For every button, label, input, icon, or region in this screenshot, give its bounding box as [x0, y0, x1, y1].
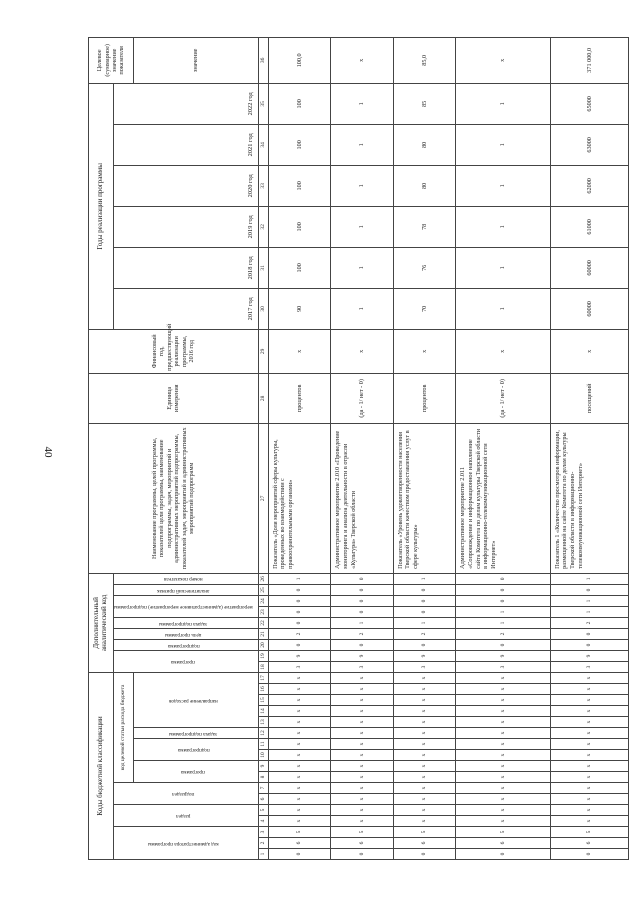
code-cell: x	[393, 739, 455, 750]
an-program-header: программа	[114, 650, 259, 672]
code-cell: x	[331, 772, 393, 783]
year-value-cell: 78	[393, 206, 455, 247]
code-cell: 5	[456, 827, 551, 838]
year-value-cell: 85	[393, 83, 455, 124]
code-cell: 5	[550, 827, 629, 838]
column-number-cell: 16	[258, 684, 268, 695]
code-cell: x	[456, 672, 551, 683]
fin-year-cell: x	[331, 329, 393, 373]
year-value-cell: 1	[331, 124, 393, 165]
section-header: раздел	[114, 805, 259, 827]
document-sheet	[88, 44, 593, 860]
year-2017-header: 2017 год	[114, 288, 259, 329]
column-number-cell: 17	[258, 672, 268, 683]
code-cell: 0	[393, 606, 455, 617]
indicator-name-cell: Административное мероприятие 2.011 «Сопровождение и информационное наполнение сайта Комитета по делам культуры Тверской области в информационно-телекоммуникационной сети Интернет»	[456, 423, 551, 573]
column-number-cell: 23	[258, 606, 268, 617]
year-value-cell: 90	[268, 288, 330, 329]
column-number-cell: 35	[258, 83, 268, 124]
code-cell: 0	[331, 606, 393, 617]
code-cell: 6	[393, 838, 455, 849]
unit-cell: посещений	[550, 373, 629, 423]
code-cell: x	[331, 761, 393, 772]
code-cell: 9	[550, 650, 629, 661]
year-value-cell: 1	[456, 124, 551, 165]
code-cell: 0	[393, 639, 455, 650]
code-cell: x	[550, 772, 629, 783]
code-cell: x	[456, 739, 551, 750]
code-cell: 3	[268, 661, 330, 672]
code-cell: 3	[331, 661, 393, 672]
year-value-cell: 63000	[550, 124, 629, 165]
code-cell: 1	[550, 573, 629, 584]
year-2020-header: 2020 год	[114, 165, 259, 206]
code-cell: x	[393, 761, 455, 772]
column-number-cell: 26	[258, 573, 268, 584]
code-cell: 0	[331, 849, 393, 860]
code-cell: 0	[268, 617, 330, 628]
code-cell: x	[550, 750, 629, 761]
code-cell: x	[550, 783, 629, 794]
code-cell: x	[268, 783, 330, 794]
code-cell: x	[393, 728, 455, 739]
code-cell: 5	[393, 827, 455, 838]
year-value-cell: 100	[268, 124, 330, 165]
code-cell: 9	[456, 650, 551, 661]
code-cell: 0	[331, 595, 393, 606]
code-cell: 0	[331, 639, 393, 650]
table-row	[550, 37, 629, 859]
unit-cell: процентов	[268, 373, 330, 423]
column-number-cell: 6	[258, 794, 268, 805]
column-number-cell: 27	[258, 423, 268, 573]
code-cell: 0	[268, 606, 330, 617]
year-2021-header: 2021 год	[114, 124, 259, 165]
year-value-cell: 100	[268, 206, 330, 247]
year-value-cell: 1	[331, 288, 393, 329]
year-value-cell: 1	[331, 83, 393, 124]
year-2022-header: 2022 год	[114, 83, 259, 124]
table-row	[268, 37, 330, 859]
code-cell: 2	[456, 628, 551, 639]
code-cell: x	[456, 794, 551, 805]
code-cell: x	[456, 805, 551, 816]
fin-year-cell: x	[268, 329, 330, 373]
column-number-cell: 1	[258, 849, 268, 860]
column-number-cell: 12	[258, 728, 268, 739]
indicator-name-cell: Показатель 1 «Количество просмотров информации, размещенной на сайте Комитета по делам культуры Тверской области в информационно-телекоммуникационной сети Интернет»	[550, 423, 629, 573]
code-cell: x	[393, 717, 455, 728]
year-value-cell: 60000	[550, 288, 629, 329]
code-cell: 6	[268, 838, 330, 849]
year-value-cell: 60000	[550, 247, 629, 288]
name-column-header: Наименование программы, целей программы, показателей цели программы, наименование подпрограммы, задач, мероприятий и административных мероприятий подпрограммы, показателей задач, мероприятий и административных мероприятий подпрограмм	[89, 423, 259, 573]
column-number-cell: 15	[258, 695, 268, 706]
code-cell: x	[268, 684, 330, 695]
code-cell: x	[331, 783, 393, 794]
column-number-cell: 19	[258, 650, 268, 661]
code-cell: 0	[268, 595, 330, 606]
column-number-cell: 32	[258, 206, 268, 247]
code-cell: 9	[331, 650, 393, 661]
an-subprogram-header: подпрограмма	[114, 639, 259, 650]
code-cell: x	[393, 684, 455, 695]
code-cell: x	[393, 783, 455, 794]
program-indicators-table	[88, 37, 629, 860]
code-cell: x	[456, 783, 551, 794]
code-cell: 6	[331, 838, 393, 849]
code-cell: 0	[456, 573, 551, 584]
column-number-cell: 33	[258, 165, 268, 206]
code-cell: 0	[550, 584, 629, 595]
target-sub-header: значение	[133, 37, 258, 83]
analytic-code-header: Дополнительный аналитический код	[89, 573, 114, 672]
code-cell: x	[268, 816, 330, 827]
year-value-cell: 80	[393, 165, 455, 206]
code-cell: 0	[456, 849, 551, 860]
code-cell: x	[331, 794, 393, 805]
code-cell: 0	[331, 573, 393, 584]
code-cell: 0	[393, 584, 455, 595]
code-cell: 1	[331, 617, 393, 628]
code-cell: x	[550, 672, 629, 683]
year-value-cell: 1	[331, 247, 393, 288]
table-row	[393, 37, 455, 859]
column-number-cell: 18	[258, 661, 268, 672]
fin-year-cell: x	[456, 329, 551, 373]
column-number-cell: 30	[258, 288, 268, 329]
code-cell: x	[456, 695, 551, 706]
code-cell: x	[331, 695, 393, 706]
column-number-cell: 36	[258, 37, 268, 83]
code-cell: 9	[393, 650, 455, 661]
code-cell: x	[456, 816, 551, 827]
column-number-cell: 21	[258, 628, 268, 639]
code-cell: 1	[550, 606, 629, 617]
code-cell: 0	[331, 584, 393, 595]
year-2018-header: 2018 год	[114, 247, 259, 288]
code-cell: x	[393, 672, 455, 683]
code-cell: 0	[393, 849, 455, 860]
task-subprogram-header: задача подпрограммы	[133, 728, 258, 739]
code-cell: 3	[456, 661, 551, 672]
subprogram-code-header: подпрограмма	[133, 739, 258, 761]
column-number-row	[258, 37, 268, 859]
code-cell: 1	[268, 573, 330, 584]
code-cell: 6	[456, 838, 551, 849]
code-cell: 1	[456, 617, 551, 628]
an-task-header: задача подпрограммы	[114, 617, 259, 628]
column-number-cell: 28	[258, 373, 268, 423]
code-cell: x	[550, 717, 629, 728]
year-2019-header: 2019 год	[114, 206, 259, 247]
year-value-cell: 65000	[550, 83, 629, 124]
fin-year-cell: x	[393, 329, 455, 373]
target-value-cell: 100,0	[268, 37, 330, 83]
target-value-header: Целевое (суммарное) значение показателя	[89, 37, 134, 83]
code-cell: x	[393, 794, 455, 805]
code-cell: x	[550, 739, 629, 750]
code-cell: x	[331, 672, 393, 683]
code-cell: x	[393, 706, 455, 717]
year-value-cell: 1	[456, 83, 551, 124]
code-cell: 0	[456, 639, 551, 650]
code-cell: 2	[550, 617, 629, 628]
code-cell: x	[550, 816, 629, 827]
code-cell: 5	[331, 827, 393, 838]
an-goal-header: цель программы	[114, 628, 259, 639]
rotated-table-wrapper	[88, 44, 593, 860]
column-number-cell: 4	[258, 816, 268, 827]
page-number: 40	[42, 446, 54, 458]
code-cell: x	[268, 695, 330, 706]
indicator-name-cell: Административное мероприятие 2.010 «Проведение мониторинга и анализа деятельности в отрасли «Культура» Тверской области	[331, 423, 393, 573]
year-value-cell: 1	[331, 206, 393, 247]
code-cell: x	[550, 794, 629, 805]
code-cell: x	[268, 761, 330, 772]
target-value-cell: 85,0	[393, 37, 455, 83]
year-value-cell: 62000	[550, 165, 629, 206]
code-cell: 9	[268, 650, 330, 661]
indicator-name-cell: Показатель «Уровень удовлетворенности населения Тверской области качеством предоставления услуг в сфере культуры»	[393, 423, 455, 573]
year-value-cell: 1	[456, 206, 551, 247]
column-number-cell: 11	[258, 739, 268, 750]
code-cell: x	[456, 750, 551, 761]
code-cell: x	[393, 772, 455, 783]
table-row	[456, 37, 551, 859]
code-cell: 2	[393, 628, 455, 639]
code-cell: 5	[268, 827, 330, 838]
code-cell: x	[331, 706, 393, 717]
program-years-header: Годы реализации программы	[89, 83, 114, 329]
code-cell: x	[456, 706, 551, 717]
code-cell: 0	[550, 639, 629, 650]
code-cell: x	[550, 805, 629, 816]
target-value-cell: x	[456, 37, 551, 83]
admin-code-header: код администратора программы	[114, 827, 259, 860]
code-cell: 0	[268, 584, 330, 595]
code-cell: 2	[268, 628, 330, 639]
code-cell: 0	[456, 595, 551, 606]
year-value-cell: 70	[393, 288, 455, 329]
code-cell: x	[331, 684, 393, 695]
target-value-cell: 371 000,0	[550, 37, 629, 83]
year-value-cell: 100	[268, 165, 330, 206]
an-feature-header: аналитический признак	[114, 584, 259, 595]
target-article-header: код целевой статьи расхода бюджета	[114, 672, 134, 782]
code-cell: x	[550, 695, 629, 706]
column-number-cell: 24	[258, 595, 268, 606]
column-number-cell: 3	[258, 827, 268, 838]
year-value-cell: 61000	[550, 206, 629, 247]
code-cell: 3	[393, 661, 455, 672]
code-cell: x	[456, 684, 551, 695]
code-cell: x	[393, 750, 455, 761]
year-value-cell: 100	[268, 83, 330, 124]
year-value-cell: 76	[393, 247, 455, 288]
an-measure-header: мероприятие (административное мероприятие) подпрограммы	[114, 595, 259, 617]
column-number-cell: 14	[258, 706, 268, 717]
unit-cell: (да - 1/ нет - 0)	[456, 373, 551, 423]
code-cell: x	[456, 728, 551, 739]
code-cell: 0	[268, 639, 330, 650]
column-number-cell: 9	[258, 761, 268, 772]
code-cell: 0	[550, 628, 629, 639]
year-value-cell: 1	[456, 247, 551, 288]
column-number-cell: 31	[258, 247, 268, 288]
code-cell: x	[550, 684, 629, 695]
column-number-cell: 13	[258, 717, 268, 728]
code-cell: x	[456, 761, 551, 772]
column-number-cell: 2	[258, 838, 268, 849]
year-value-cell: 1	[456, 165, 551, 206]
code-cell: x	[550, 706, 629, 717]
unit-cell: (да - 1/ нет - 0)	[331, 373, 393, 423]
column-number-cell: 34	[258, 124, 268, 165]
column-number-cell: 7	[258, 783, 268, 794]
code-cell: x	[268, 728, 330, 739]
code-cell: x	[268, 706, 330, 717]
fin-year-column-header: Финансовый год, предшествующий реализации программы, 2016 год	[89, 329, 259, 373]
code-cell: x	[268, 750, 330, 761]
code-cell: 1	[456, 606, 551, 617]
code-cell: x	[268, 672, 330, 683]
code-cell: x	[268, 739, 330, 750]
subsection-header: подраздел	[114, 783, 259, 805]
code-cell: x	[393, 695, 455, 706]
code-cell: 1	[550, 595, 629, 606]
expense-direction-header: направление расходов	[133, 672, 258, 727]
program-code-header: программа	[133, 761, 258, 783]
fin-year-cell: x	[550, 329, 629, 373]
target-value-cell: x	[331, 37, 393, 83]
column-number-cell: 5	[258, 805, 268, 816]
column-number-cell: 25	[258, 584, 268, 595]
budget-classification-header: Коды бюджетной классификации	[89, 672, 114, 859]
year-value-cell: 80	[393, 124, 455, 165]
column-number-cell: 22	[258, 617, 268, 628]
year-value-cell: 1	[456, 288, 551, 329]
code-cell: x	[331, 816, 393, 827]
code-cell: x	[331, 750, 393, 761]
code-cell: 6	[550, 838, 629, 849]
column-number-cell: 10	[258, 750, 268, 761]
code-cell: 0	[456, 584, 551, 595]
code-cell: 2	[331, 628, 393, 639]
code-cell: x	[331, 728, 393, 739]
code-cell: x	[456, 772, 551, 783]
code-cell: x	[331, 739, 393, 750]
code-cell: x	[268, 794, 330, 805]
year-value-cell: 100	[268, 247, 330, 288]
code-cell: 3	[550, 661, 629, 672]
code-cell: x	[331, 717, 393, 728]
code-cell: x	[393, 816, 455, 827]
code-cell: x	[331, 805, 393, 816]
unit-column-header: Единица измерения	[89, 373, 259, 423]
year-value-cell: 1	[331, 165, 393, 206]
code-cell: x	[393, 805, 455, 816]
code-cell: 1	[393, 573, 455, 584]
column-number-cell: 8	[258, 772, 268, 783]
column-number-cell: 29	[258, 329, 268, 373]
code-cell: x	[268, 717, 330, 728]
indicator-name-cell: Показатель «Доля мероприятий сферы культуры, проведенных во взаимодействии с правоохранительными органами»	[268, 423, 330, 573]
an-indicator-no-header: номер показателя	[114, 573, 259, 584]
column-number-cell: 20	[258, 639, 268, 650]
code-cell: x	[268, 772, 330, 783]
code-cell: x	[456, 717, 551, 728]
code-cell: 0	[393, 595, 455, 606]
code-cell: x	[550, 761, 629, 772]
code-cell: x	[550, 728, 629, 739]
code-cell: 1	[393, 617, 455, 628]
unit-cell: процентов	[393, 373, 455, 423]
code-cell: 0	[550, 849, 629, 860]
code-cell: x	[268, 805, 330, 816]
code-cell: 0	[268, 849, 330, 860]
table-row	[331, 37, 393, 859]
